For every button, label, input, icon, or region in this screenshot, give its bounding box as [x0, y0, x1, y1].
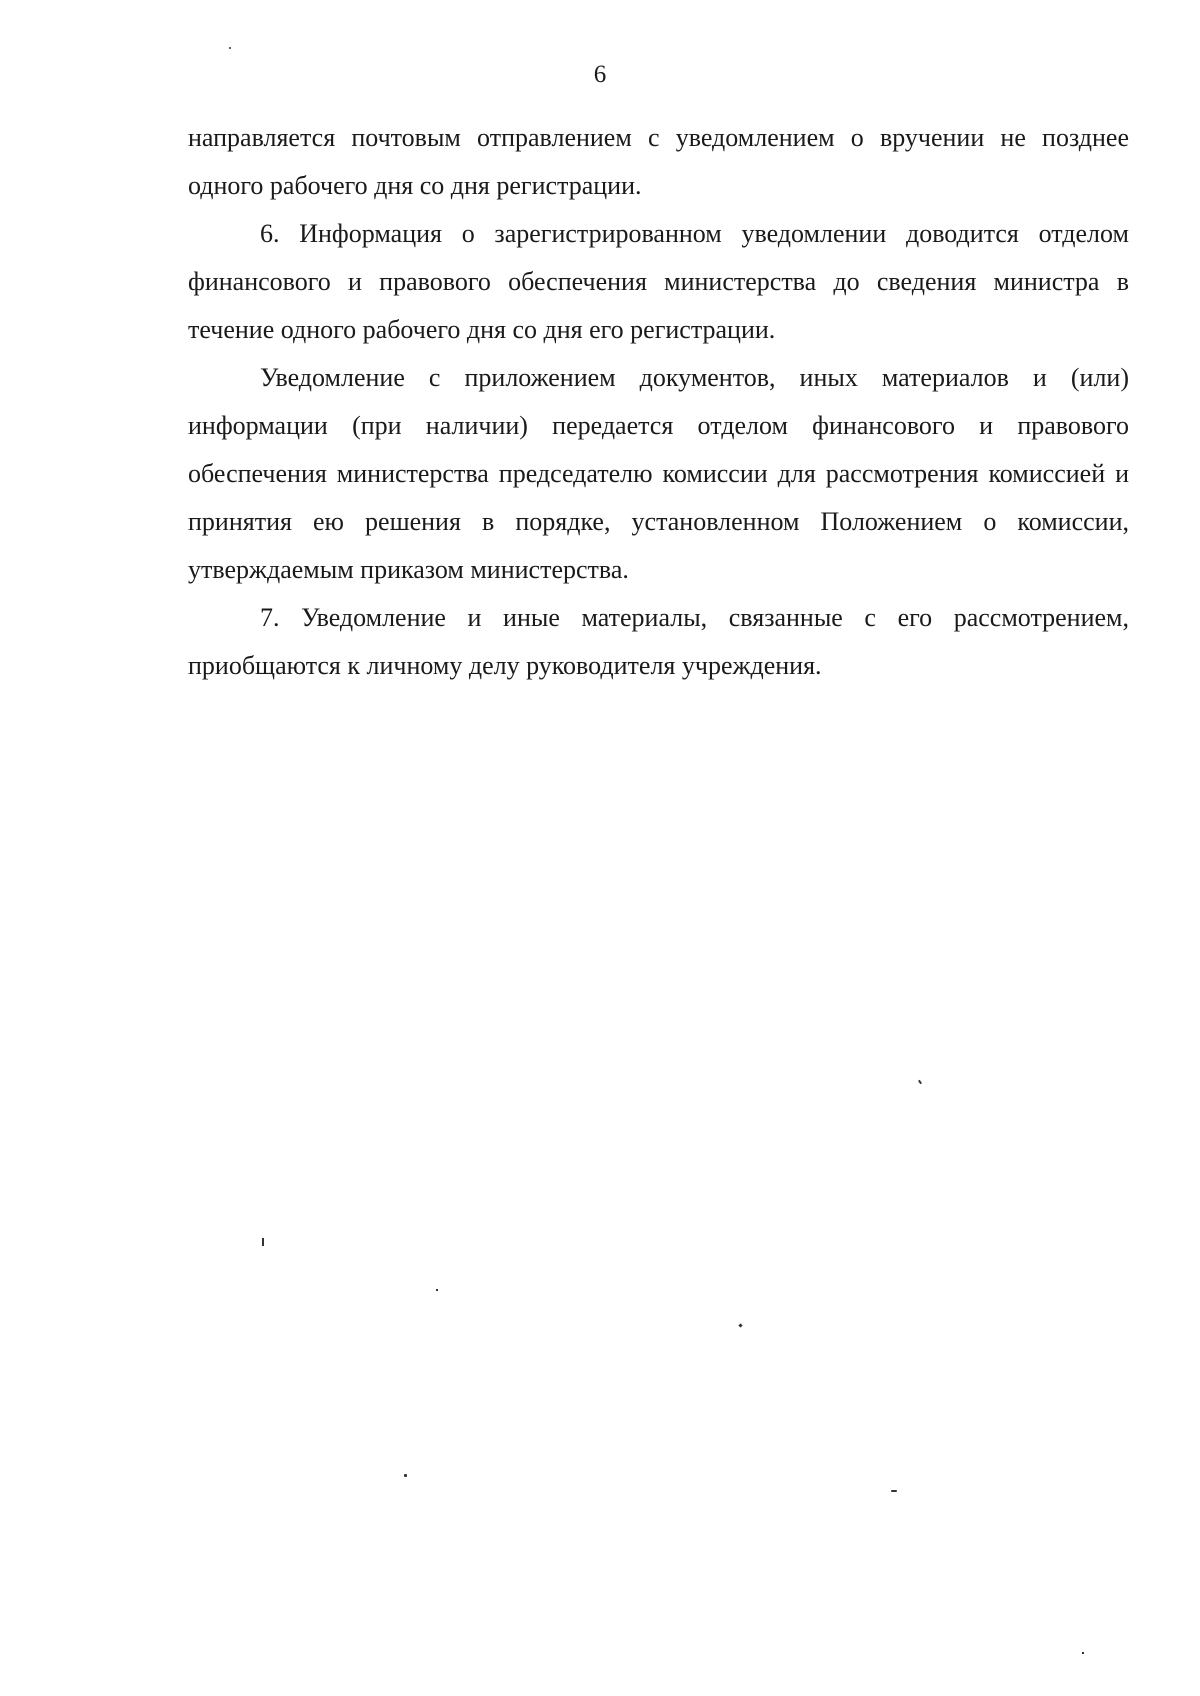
- scan-speck: [1082, 1652, 1084, 1654]
- scan-speck: [404, 1474, 407, 1477]
- paragraph-item-6-continuation: Уведомление с приложением документов, иных материалов и (или) информации (при наличии) передается отделом финансового и правового обеспечения министерства председателю комиссии для рассмотрения комиссией и принятия ею решения в порядке, установленном Положением о комиссии, утверждаемым приказом министерства.: [188, 363, 1129, 584]
- scan-speck: [918, 1080, 922, 1084]
- document-body: [188, 114, 1129, 690]
- scan-speck: [738, 1323, 742, 1327]
- scan-speck: [262, 1238, 264, 1246]
- paragraph-item-6: 6. Информация о зарегистрированном уведомлении доводится отделом финансового и правового обеспечения министерства до сведения министра в течение одного рабочего дня со дня его регистрации.: [188, 219, 1129, 344]
- scan-speck: [891, 1490, 897, 1492]
- paragraph-continuation: направляется почтовым отправлением с уведомлением о вручении не позднее одного рабочего дня со дня регистрации.: [188, 123, 1129, 200]
- page-number: 6: [593, 61, 607, 88]
- paragraph-item-7: 7. Уведомление и иные материалы, связанные с его рассмотрением, приобщаются к личному делу руководителя учреждения.: [188, 603, 1129, 680]
- scan-speck: [436, 1289, 438, 1291]
- scan-speck: [229, 47, 231, 49]
